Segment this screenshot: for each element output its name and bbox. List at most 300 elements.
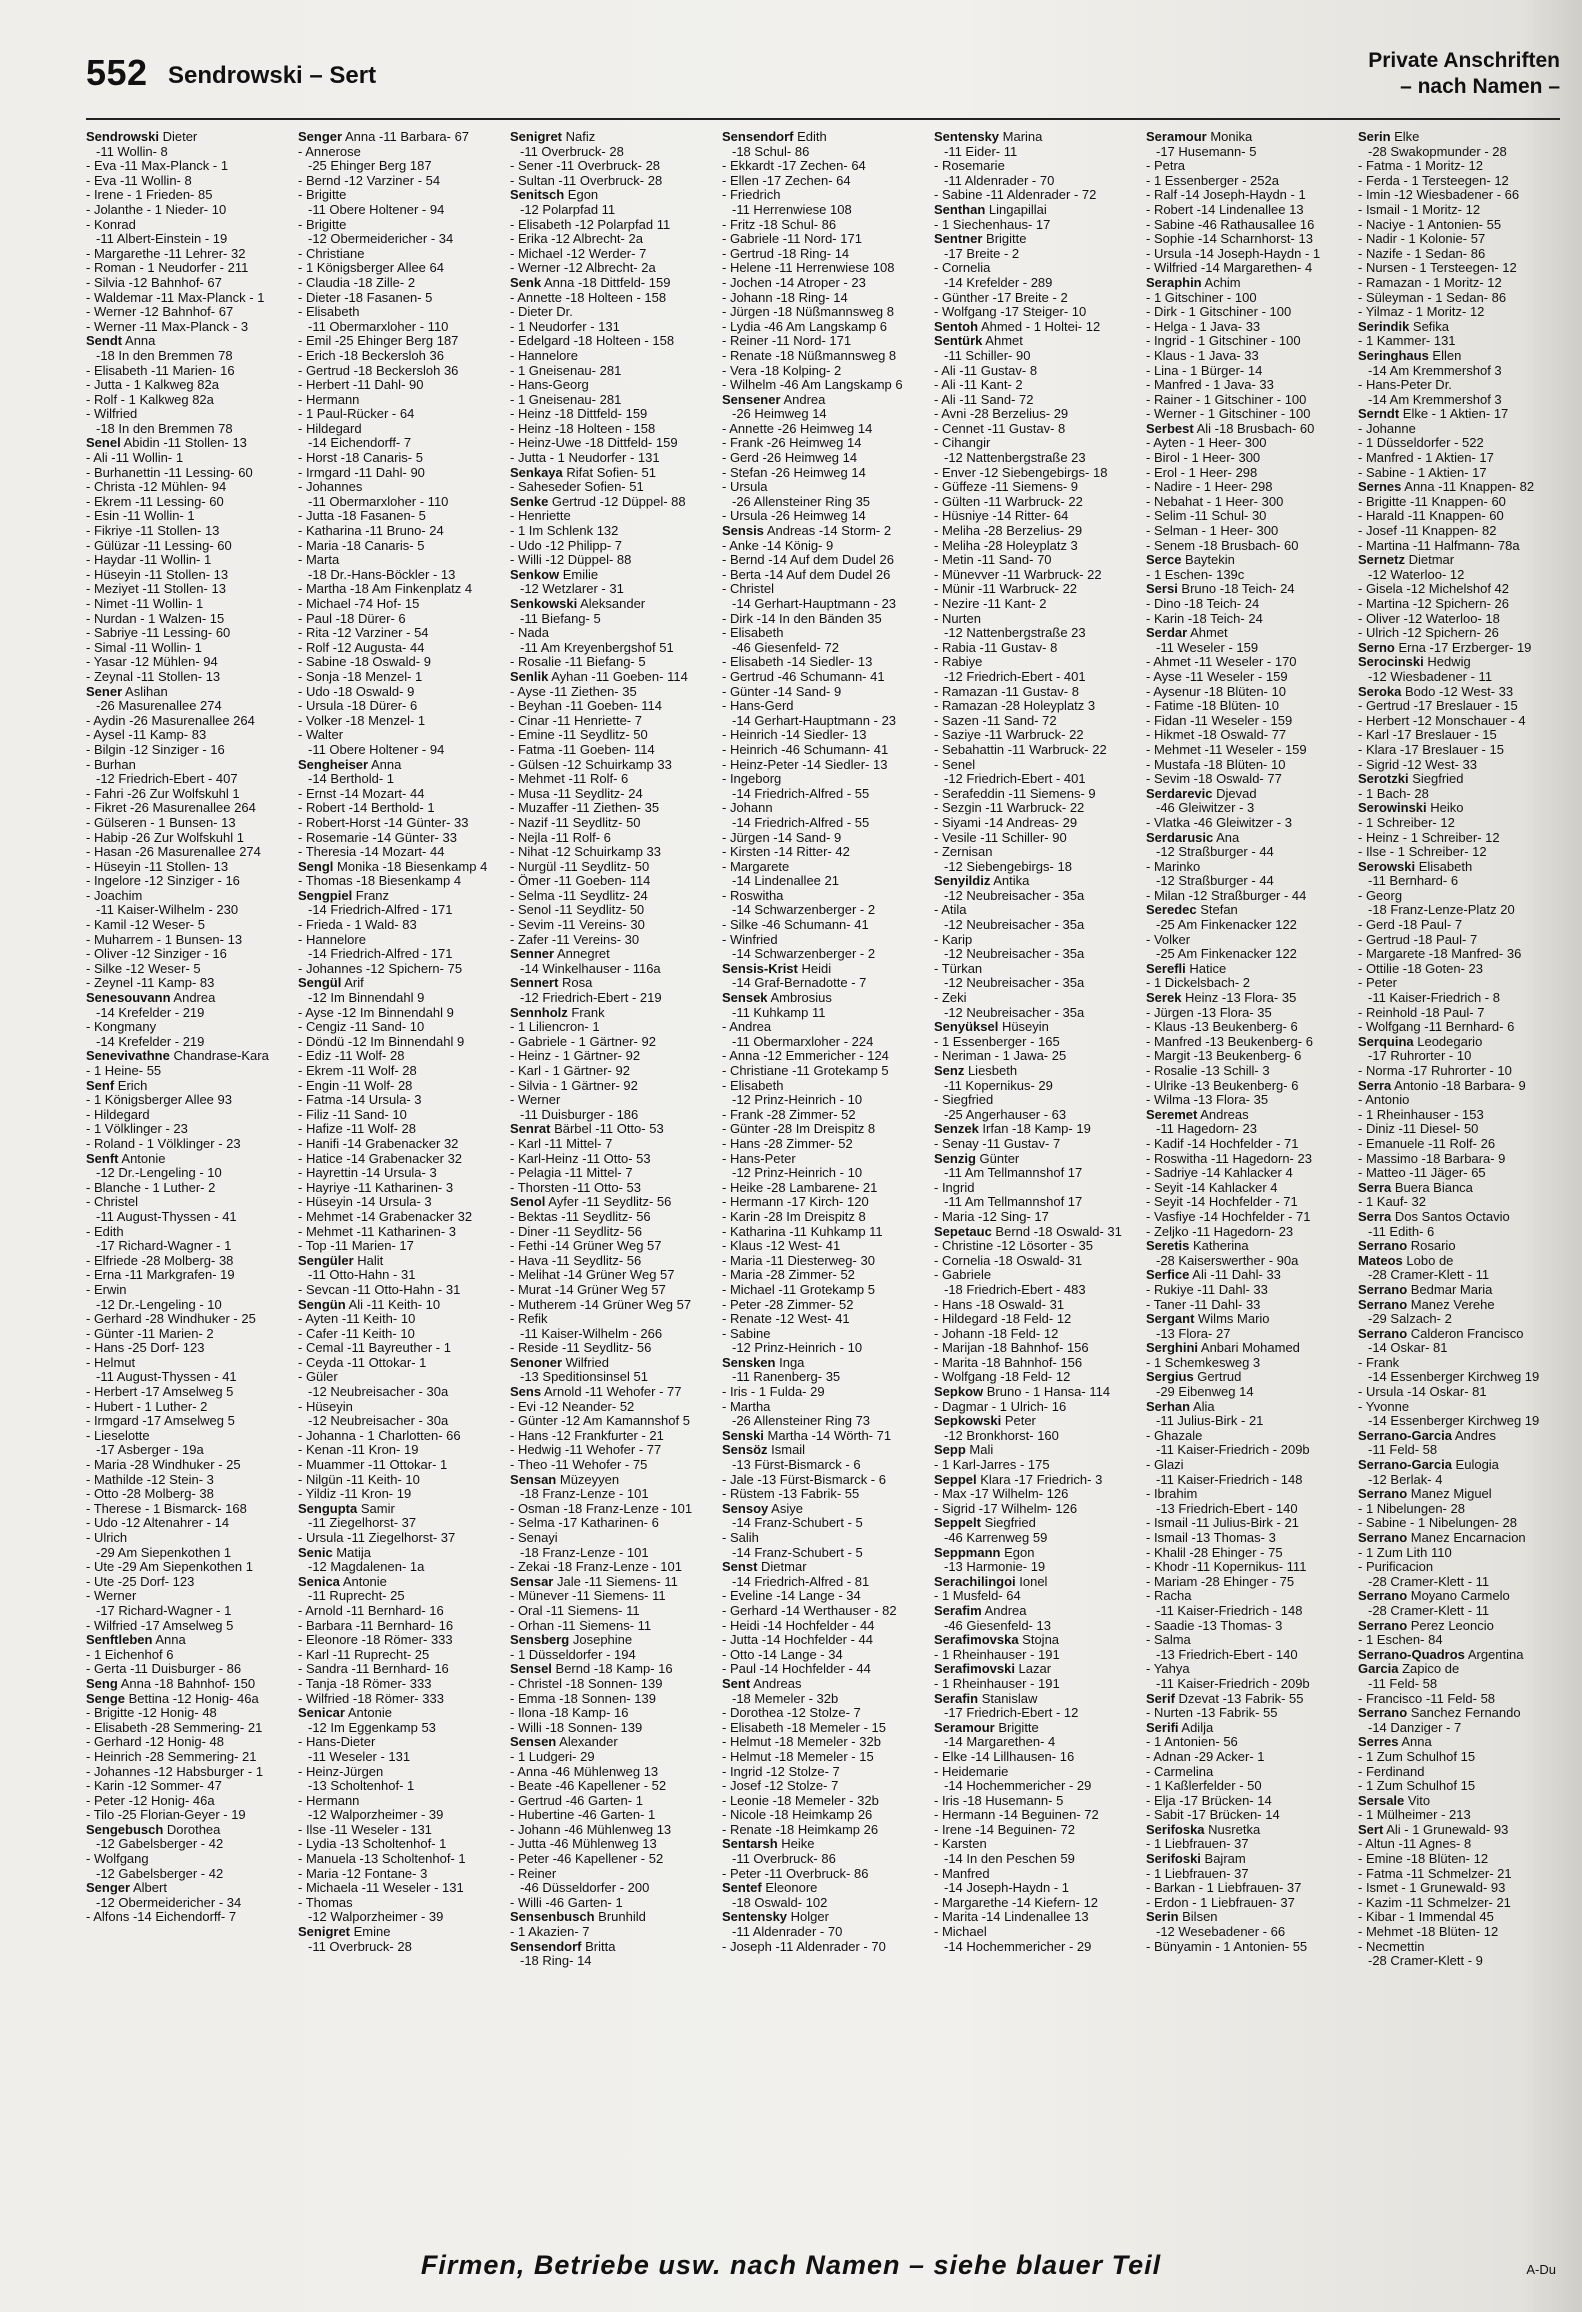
listing-entry: - Maria -28 Windhuker - 25 bbox=[86, 1458, 241, 1473]
listing-entry: Seng Anna -18 Bahnhof- 150 bbox=[86, 1676, 256, 1691]
listing-entry: - Nurdan - 1 Walzen- 15 bbox=[86, 611, 225, 626]
listing-entry: Sensendorf Britta bbox=[510, 1939, 616, 1954]
listing-entry: Sensöz Ismail bbox=[722, 1443, 806, 1458]
listing-entry: Serrano Sanchez Fernando bbox=[1358, 1706, 1521, 1721]
listing-entry: - Konrad bbox=[86, 217, 136, 232]
listing-entry: -14 Lindenallee 21 bbox=[732, 874, 839, 889]
listing-entry: Sensar Jale -11 Siemens- 11 bbox=[510, 1574, 678, 1589]
listing-entry: - Cornelia bbox=[934, 261, 991, 276]
listing-entry: - Margarete -18 Manfred- 36 bbox=[1358, 947, 1522, 962]
listing-entry: - Petra bbox=[1146, 159, 1186, 174]
listing-entry: -12 Nattenbergstraße 23 bbox=[944, 451, 1086, 466]
listing-entry: - Habip -26 Zur Wolfskuhl 1 bbox=[86, 830, 244, 845]
listing-entry: -14 Eichendorff- 7 bbox=[308, 436, 412, 451]
listing-entry: - Michael -12 Werder- 7 bbox=[510, 246, 647, 261]
listing-entry: - Burhan bbox=[86, 757, 136, 772]
listing-entry: -12 Neubreisacher - 35a bbox=[944, 888, 1085, 903]
listing-column bbox=[722, 130, 922, 2170]
listing-entry: -14 Hochemmericher - 29 bbox=[944, 1939, 1092, 1954]
listing-entry: - Henriette bbox=[510, 509, 571, 524]
listing-entry: - Mehmet -11 Weseler - 159 bbox=[1146, 742, 1307, 757]
listing-entry: - Burhanettin -11 Lessing- 60 bbox=[86, 465, 253, 480]
section-title-line1: Private Anschriften bbox=[1368, 49, 1560, 72]
listing-entry: -12 Friedrich-Ebert - 219 bbox=[520, 991, 662, 1006]
listing-entry: - Paul -14 Hochfelder - 44 bbox=[722, 1662, 871, 1677]
listing-entry: Sepkow Bruno - 1 Hansa- 114 bbox=[934, 1385, 1111, 1400]
listing-entry: - Heinrich -14 Siedler- 13 bbox=[722, 728, 867, 743]
listing-entry: Serrano Rosario bbox=[1358, 1239, 1456, 1254]
listing-entry: - Roland - 1 Völklinger - 23 bbox=[86, 1136, 241, 1151]
listing-entry: - Annerose bbox=[298, 144, 361, 159]
listing-entry: - Erdon - 1 Liebfrauen- 37 bbox=[1146, 1895, 1295, 1910]
listing-entry: -17 Friedrich-Ebert - 12 bbox=[944, 1706, 1079, 1721]
listing-entry: - Ayten -11 Keith- 10 bbox=[298, 1312, 416, 1327]
listing-entry: Seringhaus Ellen bbox=[1358, 348, 1462, 363]
listing-entry: - Emma -18 Sonnen- 139 bbox=[510, 1691, 656, 1706]
listing-entry: - Elisabeth bbox=[722, 626, 784, 641]
listing-entry: - Karl -17 Breslauer - 15 bbox=[1358, 728, 1497, 743]
listing-entry: - Michaela -11 Weseler - 131 bbox=[298, 1881, 464, 1896]
listing-entry: -11 Obere Holtener - 94 bbox=[308, 202, 445, 217]
listing-entry: - Mariam -28 Ehinger - 75 bbox=[1146, 1574, 1295, 1589]
listing-entry: Serghini Anbari Mohamed bbox=[1146, 1341, 1300, 1356]
listing-entry: -14 Krefelder - 219 bbox=[96, 1034, 205, 1049]
listing-entry: - Gülüzar -11 Lessing- 60 bbox=[86, 538, 232, 553]
listing-entry: - Beate -46 Kapellener - 52 bbox=[510, 1779, 667, 1794]
listing-entry: - Hüseyin bbox=[298, 1399, 353, 1414]
listing-entry: - Annette -26 Heimweg 14 bbox=[722, 421, 873, 436]
listing-entry: - Ayten - 1 Heer- 300 bbox=[1146, 436, 1267, 451]
listing-entry: - Ismail -13 Thomas- 3 bbox=[1146, 1531, 1276, 1545]
listing-entry: -12 Wiesbadener - 11 bbox=[1368, 669, 1493, 684]
listing-entry: - Günter -28 Im Dreispitz 8 bbox=[722, 1122, 876, 1137]
listing-entry: Serif Dzevat -13 Fabrik- 55 bbox=[1146, 1691, 1304, 1706]
listing-entry: Serrano Moyano Carmelo bbox=[1358, 1589, 1510, 1604]
listing-entry: - Nihat -12 Schuirkamp 33 bbox=[510, 845, 662, 860]
listing-entry: -11 Kaiser-Friedrich - 148 bbox=[1156, 1472, 1303, 1487]
listing-entry: - Fidan -11 Weseler - 159 bbox=[1146, 713, 1293, 728]
listing-entry: -14 Winkelhauser - 116a bbox=[520, 961, 661, 976]
listing-entry: - Ute -25 Dorf- 123 bbox=[86, 1574, 195, 1589]
listing-entry: - Mustafa -18 Blüten- 10 bbox=[1146, 757, 1286, 772]
listing-entry: - 1 Gitschiner - 100 bbox=[1146, 290, 1257, 305]
listing-entry: -17 Asberger - 19a bbox=[96, 1443, 204, 1458]
listing-entry: - Ali -11 Gustav- 8 bbox=[934, 363, 1038, 378]
listing-entry: - Katharina -11 Bruno- 24 bbox=[298, 524, 444, 539]
listing-entry: - Elisabeth -12 Polarpfad 11 bbox=[510, 217, 671, 232]
listing-entry: - Wilfried bbox=[86, 407, 138, 422]
listing-entry: - Gertrud -18 Beckersloh 36 bbox=[298, 363, 459, 378]
listing-entry: -11 Edith- 6 bbox=[1368, 1224, 1435, 1239]
listing-entry: - 1 Schemkesweg 3 bbox=[1146, 1355, 1261, 1370]
listing-entry: -11 Feld- 58 bbox=[1368, 1443, 1438, 1458]
listing-entry: Senevivathne Chandrase-Kara bbox=[86, 1049, 269, 1064]
listing-entry: - Dirk -14 In den Bänden 35 bbox=[722, 611, 882, 626]
listing-entry: - Kamil -12 Weser- 5 bbox=[86, 918, 205, 933]
listing-entry: - Erich -18 Beckersloh 36 bbox=[298, 348, 444, 363]
listing-entry: - Ursula bbox=[722, 480, 768, 495]
listing-entry: Sengebusch Dorothea bbox=[86, 1822, 221, 1837]
listing-entry: - Hermann -14 Beguinen- 72 bbox=[934, 1808, 1099, 1823]
listing-entry: - Meziyet -11 Stollen- 13 bbox=[86, 582, 226, 597]
listing-entry: Sentensky Holger bbox=[722, 1910, 829, 1925]
listing-entry: Senoner Wilfried bbox=[510, 1355, 609, 1370]
listing-entry: - Johanne bbox=[1358, 421, 1416, 436]
listing-entry: - Ali -11 Kant- 2 bbox=[934, 378, 1023, 393]
listing-entry: - Güler bbox=[298, 1370, 338, 1385]
listing-entry: Senicar Antonie bbox=[298, 1706, 392, 1721]
listing-entry: -46 Gleiwitzer - 3 bbox=[1156, 801, 1255, 816]
listing-entry: - Karin -18 Teich- 24 bbox=[1146, 611, 1263, 626]
listing-entry: - Taner -11 Dahl- 33 bbox=[1146, 1297, 1261, 1312]
listing-entry: - 1 Zum Schulhof 15 bbox=[1358, 1749, 1476, 1764]
listing-entry: -14 Krefelder - 219 bbox=[96, 1005, 205, 1020]
listing-entry: - Fikret -26 Masurenallee 264 bbox=[86, 801, 256, 816]
listing-entry: - Ramazan - 1 Moritz- 12 bbox=[1358, 275, 1502, 290]
listing-entry: - Maria -12 Sing- 17 bbox=[934, 1209, 1049, 1224]
listing-entry: - Werner -12 Bahnhof- 67 bbox=[86, 305, 234, 320]
listing-entry: - 1 Neudorfer - 131 bbox=[510, 319, 620, 334]
listing-entry: - Margit -13 Beukenberg- 6 bbox=[1146, 1049, 1302, 1064]
listing-entry: - Joachim bbox=[86, 888, 143, 903]
listing-entry: -14 Franz-Schubert - 5 bbox=[732, 1516, 863, 1531]
listing-entry: - Muharrem - 1 Bunsen- 13 bbox=[86, 932, 243, 947]
listing-entry: - Georg bbox=[1358, 888, 1403, 903]
listing-entry: -14 Friedrich-Alfred - 171 bbox=[308, 947, 453, 962]
listing-entry: - Waldemar -11 Max-Planck - 1 bbox=[86, 290, 265, 305]
listing-entry: -12 Waterloo- 12 bbox=[1368, 567, 1465, 582]
listing-entry: - Ellen -17 Zechen- 64 bbox=[722, 173, 851, 188]
listing-entry: - Walter bbox=[298, 728, 344, 743]
listing-entry: - Aysenur -18 Blüten- 10 bbox=[1146, 684, 1286, 699]
listing-entry: - Annette -18 Holteen - 158 bbox=[510, 290, 667, 305]
listing-entry: - Senol -11 Seydlitz- 50 bbox=[510, 903, 645, 918]
listing-entry: - Milan -12 Straßburger - 44 bbox=[1146, 888, 1307, 903]
listing-entry: - Robert -14 Lindenallee 13 bbox=[1146, 202, 1304, 217]
listing-entry: - Helga - 1 Java- 33 bbox=[1146, 319, 1261, 334]
listing-entry: Sergius Gertrud bbox=[1146, 1370, 1242, 1385]
listing-entry: -11 Kopernikus- 29 bbox=[944, 1078, 1053, 1093]
listing-entry: - Sener -11 Overbruck- 28 bbox=[510, 159, 661, 174]
listing-entry: -17 Richard-Wagner - 1 bbox=[96, 1239, 232, 1254]
listing-entry: - Karsten bbox=[934, 1837, 987, 1852]
listing-entry: -28 Cramer-Klett - 9 bbox=[1368, 1954, 1483, 1969]
listing-entry: - Türkan bbox=[934, 961, 983, 976]
listing-entry: - Siegfried bbox=[934, 1093, 994, 1108]
listing-entry: - Emanuele -11 Rolf- 26 bbox=[1358, 1136, 1496, 1151]
listing-entry: - Dino -18 Teich- 24 bbox=[1146, 597, 1260, 611]
listing-entry: - Cengiz -11 Sand- 10 bbox=[298, 1020, 425, 1035]
listing-entry: - Peter -46 Kapellener - 52 bbox=[510, 1852, 664, 1867]
listing-entry: -12 Obermeidericher - 34 bbox=[96, 1895, 242, 1910]
listing-entry: -11 Obermarxloher - 110 bbox=[308, 494, 449, 509]
listing-entry: -12 Gabelsberger - 42 bbox=[96, 1866, 224, 1881]
listing-entry: - Evi -12 Neander- 52 bbox=[510, 1399, 635, 1414]
listing-entry: Serefli Hatice bbox=[1146, 961, 1227, 976]
listing-entry: Sengül Arif bbox=[298, 976, 364, 991]
listing-entry: -12 Prinz-Heinrich - 10 bbox=[732, 1341, 863, 1356]
listing-entry: Serrano-Garcia Eulogia bbox=[1358, 1458, 1499, 1473]
listing-entry: -14 Friedrich-Alfred - 81 bbox=[732, 1574, 870, 1589]
listing-entry: Serdarevic Djevad bbox=[1146, 786, 1257, 801]
listing-entry: -14 Hochemmericher - 29 bbox=[944, 1779, 1092, 1794]
listing-entry: -18 Memeler - 32b bbox=[732, 1691, 839, 1706]
listing-entry: - Michael -74 Hof- 15 bbox=[298, 597, 420, 611]
listing-entry: - Gerd -18 Paul- 7 bbox=[1358, 918, 1463, 933]
listing-entry: - Ahmet -11 Weseler - 170 bbox=[1146, 655, 1297, 670]
listing-entry: -11 Am Kreyenbergshof 51 bbox=[520, 640, 674, 655]
listing-entry: - Gerhard -28 Windhuker - 25 bbox=[86, 1312, 256, 1327]
listing-entry: - Manfred - 1 Aktien- 17 bbox=[1358, 451, 1494, 466]
listing-entry: - Eleonore -18 Römer- 333 bbox=[298, 1633, 453, 1648]
listing-entry: - Heinrich -46 Schumann- 41 bbox=[722, 742, 889, 757]
listing-entry: - Hildegard -18 Feld- 12 bbox=[934, 1312, 1072, 1327]
listing-entry: - Johannes -12 Habsburger - 1 bbox=[86, 1764, 264, 1779]
listing-entry: - Irene - 1 Frieden- 85 bbox=[86, 188, 213, 203]
listing-entry: - 1 Dickelsbach- 2 bbox=[1146, 976, 1251, 991]
listing-entry: Serachilingoi Ionel bbox=[934, 1574, 1048, 1589]
listing-entry: - Roman - 1 Neudorfer - 211 bbox=[86, 261, 249, 276]
listing-entry: - Renate -12 West- 41 bbox=[722, 1312, 850, 1327]
listing-entry: - 1 Kaßlerfelder - 50 bbox=[1146, 1779, 1262, 1794]
listing-entry: -28 Kaiserswerther - 90a bbox=[1156, 1253, 1299, 1268]
listing-entry: -12 Nattenbergstraße 23 bbox=[944, 626, 1086, 641]
listing-entry: - Manfred bbox=[934, 1866, 990, 1881]
listing-entry: Sentarsh Heike bbox=[722, 1837, 815, 1852]
listing-entry: - Margarethe -14 Kiefern- 12 bbox=[934, 1895, 1099, 1910]
listing-entry: - Heinrich -28 Semmering- 21 bbox=[86, 1749, 257, 1764]
listing-entry: -13 Flora- 27 bbox=[1156, 1326, 1231, 1341]
listing-entry: - Vlatka -46 Gleiwitzer - 3 bbox=[1146, 815, 1292, 830]
listing-entry: Sepkowski Peter bbox=[934, 1414, 1036, 1429]
listing-entry: - Anna -12 Emmericher - 124 bbox=[722, 1049, 889, 1064]
listing-entry: Serrano-Garcia Andres bbox=[1358, 1428, 1497, 1443]
listing-entry: - Ursula -11 Ziegelhorst- 37 bbox=[298, 1531, 456, 1545]
listing-entry: - Rabia -11 Gustav- 8 bbox=[934, 640, 1058, 655]
listing-entry: -46 Karrenweg 59 bbox=[944, 1531, 1048, 1545]
listing-entry: - Wilhelm -46 Am Langskamp 6 bbox=[722, 378, 903, 393]
listing-entry: - Ferda - 1 Tersteegen- 12 bbox=[1358, 173, 1509, 188]
listing-entry: Senigret Nafiz bbox=[510, 130, 596, 144]
listing-entry: -14 Friedrich-Alfred - 55 bbox=[732, 815, 870, 830]
listing-entry: -28 Swakopmunder - 28 bbox=[1368, 144, 1507, 159]
listing-entry: - Fahri -26 Zur Wolfskuhl 1 bbox=[86, 786, 240, 801]
listing-entry: - Yahya bbox=[1146, 1662, 1190, 1677]
listing-entry: Serce Baytekin bbox=[1146, 553, 1235, 568]
listing-entry: - Elisabeth -11 Marien- 16 bbox=[86, 363, 235, 378]
listing-entry: - 1 Kauf- 32 bbox=[1358, 1195, 1426, 1210]
listing-entry: - Lydia -46 Am Langskamp 6 bbox=[722, 319, 887, 334]
listing-entry: - Gerd -26 Heimweg 14 bbox=[722, 451, 858, 466]
listing-entry: - 1 Siechenhaus- 17 bbox=[934, 217, 1051, 232]
listing-entry: - Elisabeth -28 Semmering- 21 bbox=[86, 1720, 263, 1735]
listing-entry: - Herbert -17 Amselweg 5 bbox=[86, 1385, 234, 1400]
listing-entry: - Wilfried -18 Römer- 333 bbox=[298, 1691, 444, 1706]
listing-entry: - Hubert - 1 Luther- 2 bbox=[86, 1399, 208, 1414]
listing-entry: - Esin -11 Wollin- 1 bbox=[86, 509, 195, 524]
listing-entry: - Johann bbox=[722, 801, 773, 816]
listing-entry: - Klaus -13 Beukenberg- 6 bbox=[1146, 1020, 1298, 1035]
listing-entry: - Zeljko -11 Hagedorn- 23 bbox=[1146, 1224, 1294, 1239]
listing-entry: -18 Franz-Lenze - 101 bbox=[520, 1545, 649, 1560]
listing-entry: - Klaus -12 West- 41 bbox=[722, 1239, 841, 1254]
listing-entry: - Heidemarie bbox=[934, 1764, 1009, 1779]
listing-entry: - Johann -18 Ring- 14 bbox=[722, 290, 848, 305]
listing-entry: - 1 Düsseldorfer - 522 bbox=[1358, 436, 1484, 451]
listing-entry: - Werner bbox=[510, 1093, 561, 1108]
listing-entry: - Irene -14 Beguinen- 72 bbox=[934, 1822, 1075, 1837]
listing-entry: - Enver -12 Siebengebirgs- 18 bbox=[934, 465, 1108, 480]
listing-entry: Senitsch Egon bbox=[510, 188, 599, 203]
listing-entry: -46 Giesenfeld- 72 bbox=[732, 640, 839, 655]
listing-entry: -14 Graf-Bernadotte - 7 bbox=[732, 976, 867, 991]
listing-entry: - Fatma -11 Schmelzer- 21 bbox=[1358, 1866, 1512, 1881]
listing-entry: -12 Wesebadener - 66 bbox=[1156, 1925, 1286, 1940]
listing-entry: - Racha bbox=[1146, 1589, 1192, 1604]
listing-entry: - 1 Zum Lith 110 bbox=[1358, 1545, 1452, 1560]
page-header bbox=[0, 0, 1582, 120]
listing-entry: - Maria -18 Canaris- 5 bbox=[298, 538, 425, 553]
listing-entry: - Zafer -11 Vereins- 30 bbox=[510, 932, 640, 947]
listing-entry: - Fatime -18 Blüten- 10 bbox=[1146, 699, 1279, 714]
listing-entry: - Rabiye bbox=[934, 655, 983, 670]
listing-entry: Sener Aslihan bbox=[86, 684, 168, 699]
listing-entry: - Fatma -11 Goeben- 114 bbox=[510, 742, 655, 757]
listing-entry: - Martha -18 Am Finkenplatz 4 bbox=[298, 582, 473, 597]
listing-entry: - Christel bbox=[86, 1195, 139, 1210]
listing-column bbox=[934, 130, 1134, 2170]
listing-entry: - Yildiz -11 Kron- 19 bbox=[298, 1487, 412, 1502]
listing-entry: - 1 Zum Schulhof 15 bbox=[1358, 1779, 1476, 1794]
listing-entry: -12 Berlak- 4 bbox=[1368, 1472, 1443, 1487]
listing-entry: - Hikmet -18 Oswald- 77 bbox=[1146, 728, 1287, 743]
listing-entry: - Jutta -14 Hochfelder - 44 bbox=[722, 1633, 874, 1648]
listing-entry: - Nada bbox=[510, 626, 550, 641]
listing-entry: - Ulrich -12 Spichern- 26 bbox=[1358, 626, 1499, 641]
listing-entry: - Reiner -11 Nord- 171 bbox=[722, 334, 852, 349]
listing-entry: Serifoska Nusretka bbox=[1146, 1822, 1261, 1837]
listing-entry: - Hans -28 Zimmer- 52 bbox=[722, 1136, 853, 1151]
listing-entry: - Thomas bbox=[298, 1895, 353, 1910]
listing-entry: - Martha bbox=[722, 1399, 771, 1414]
listing-entry: - Ingrid bbox=[934, 1180, 975, 1195]
listing-entry: -11 Ziegelhorst- 37 bbox=[308, 1516, 417, 1531]
listing-entry: - Erol - 1 Heer- 298 bbox=[1146, 465, 1258, 480]
listing-entry: - Sabine -46 Rathausallee 16 bbox=[1146, 217, 1315, 232]
listing-column bbox=[86, 130, 286, 2170]
listing-entry: - Sezgin -11 Warbruck- 22 bbox=[934, 801, 1085, 816]
listing-entry: -26 Allensteiner Ring 35 bbox=[732, 494, 871, 509]
listing-entry: -11 Am Tellmannshof 17 bbox=[944, 1166, 1083, 1181]
listing-entry: Sent Andreas bbox=[722, 1676, 802, 1691]
listing-entry: Senf Erich bbox=[86, 1078, 148, 1093]
listing-entry: -14 Margarethen- 4 bbox=[944, 1735, 1056, 1750]
listing-entry: - Purificacion bbox=[1358, 1560, 1434, 1575]
listing-entry: - Heinz - 1 Gärtner- 92 bbox=[510, 1049, 641, 1064]
listing-entry: - Avni -28 Berzelius- 29 bbox=[934, 407, 1069, 422]
listing-entry: - Jutta - 1 Neudorfer - 131 bbox=[510, 451, 660, 466]
listing-entry: Senyildiz Antika bbox=[934, 874, 1030, 889]
listing-entry: - Christa -12 Mühlen- 94 bbox=[86, 480, 227, 495]
listing-entry: - Dieter Dr. bbox=[510, 305, 573, 320]
listing-entry: -12 Walporzheimer - 39 bbox=[308, 1808, 444, 1823]
listing-entry: - Sigrid -17 Wilhelm- 126 bbox=[934, 1501, 1078, 1516]
listing-entry: - 1 Musfeld- 64 bbox=[934, 1589, 1021, 1604]
listing-entry: - Reside -11 Seydlitz- 56 bbox=[510, 1341, 652, 1356]
listing-entry: Serra Dos Santos Octavio bbox=[1358, 1209, 1510, 1224]
listing-entry: - Josef -11 Knappen- 82 bbox=[1358, 524, 1497, 539]
listing-entry: - Sazen -11 Sand- 72 bbox=[934, 713, 1057, 728]
listing-entry: -12 Neubreisacher - 30a bbox=[308, 1414, 449, 1429]
listing-entry: - Salih bbox=[722, 1531, 759, 1545]
listing-entry: Senzek Irfan -18 Kamp- 19 bbox=[934, 1122, 1091, 1137]
listing-entry: - Gerhard -14 Werthauser - 82 bbox=[722, 1603, 897, 1618]
listing-entry: -11 Kaiser-Friedrich - 209b bbox=[1156, 1443, 1310, 1458]
listing-entry: - Willi -12 Düppel- 88 bbox=[510, 553, 632, 568]
listing-entry: - Norma -17 Ruhrorter - 10 bbox=[1358, 1064, 1512, 1078]
listing-entry: - Vasfiye -14 Hochfelder - 71 bbox=[1146, 1209, 1311, 1224]
listing-entry: - Heike -28 Lambarene- 21 bbox=[722, 1180, 878, 1195]
listing-entry: Serrano Bedmar Maria bbox=[1358, 1282, 1493, 1297]
listing-entry: - Irmgard -17 Amselweg 5 bbox=[86, 1414, 235, 1429]
listing-entry: -25 Ehinger Berg 187 bbox=[308, 159, 432, 174]
listing-entry: - Peter -28 Zimmer- 52 bbox=[722, 1297, 854, 1312]
listing-entry: - Selim -11 Schul- 30 bbox=[1146, 509, 1267, 524]
listing-entry: - Melihat -14 Grüner Weg 57 bbox=[510, 1268, 675, 1283]
listing-entry: - Heinz - 1 Schreiber- 12 bbox=[1358, 830, 1500, 845]
listing-entry: - Paul -18 Dürer- 6 bbox=[298, 611, 406, 626]
listing-column bbox=[298, 130, 498, 2170]
listing-entry: Sensener Andrea bbox=[722, 392, 826, 407]
listing-entry: - Sandra -11 Bernhard- 16 bbox=[298, 1662, 449, 1677]
listing-entry: -13 Fürst-Bismarck - 6 bbox=[732, 1458, 861, 1473]
listing-entry: - Ghazale bbox=[1146, 1428, 1203, 1443]
listing-entry: -11 Schiller- 90 bbox=[944, 348, 1031, 363]
listing-entry: Serquina Leodegario bbox=[1358, 1034, 1483, 1049]
listing-entry: - Werner -12 Albrecht- 2a bbox=[510, 261, 656, 276]
listing-entry: -17 Richard-Wagner - 1 bbox=[96, 1603, 232, 1618]
listing-entry: - Max -17 Wilhelm- 126 bbox=[934, 1487, 1069, 1502]
listing-entry: Sennholz Frank bbox=[510, 1005, 605, 1020]
listing-entry: - Musa -11 Seydlitz- 24 bbox=[510, 786, 643, 801]
listing-entry: - Hans-Peter bbox=[722, 1151, 796, 1166]
listing-entry: - Wilfried -14 Margarethen- 4 bbox=[1146, 261, 1313, 276]
listing-entry: - Matteo -11 Jäger- 65 bbox=[1358, 1166, 1486, 1181]
listing-entry: - Hannelore bbox=[298, 932, 366, 947]
listing-entry: - Iris - 1 Fulda- 29 bbox=[722, 1385, 825, 1400]
listing-entry: - Ute -29 Am Siepenkothen 1 bbox=[86, 1560, 253, 1575]
listing-entry: -12 Prinz-Heinrich - 10 bbox=[732, 1166, 863, 1181]
listing-entry: Serrano-Quadros Argentina bbox=[1358, 1647, 1524, 1662]
listing-entry: - Birol - 1 Heer- 300 bbox=[1146, 451, 1261, 466]
listing-entry: - Karl -11 Mittel- 7 bbox=[510, 1136, 613, 1151]
listing-entry: - Emine -18 Blüten- 12 bbox=[1358, 1852, 1489, 1867]
listing-entry: - Elisabeth bbox=[298, 305, 360, 320]
listing-entry: - Pelagia -11 Mittel- 7 bbox=[510, 1166, 633, 1181]
listing-entry: - 1 Schreiber- 12 bbox=[1358, 815, 1455, 830]
listing-entry: Seraphin Achim bbox=[1146, 275, 1241, 290]
listing-entry: - Irmgard -11 Dahl- 90 bbox=[298, 465, 425, 480]
listing-entry: - Johanna - 1 Charlotten- 66 bbox=[298, 1428, 461, 1443]
listing-entry: - Hermann -17 Kirch- 120 bbox=[722, 1195, 869, 1210]
listing-entry: - Zekai -18 Franz-Lenze - 101 bbox=[510, 1560, 682, 1575]
listing-entry: - Münever -11 Siemens- 11 bbox=[510, 1589, 666, 1604]
listing-entry: Sensenbusch Brunhild bbox=[510, 1910, 646, 1925]
listing-entry: - Selman - 1 Heer- 300 bbox=[1146, 524, 1279, 539]
listing-entry: - Nezire -11 Kant- 2 bbox=[934, 597, 1047, 611]
listing-entry: - Gülsen -12 Schuirkamp 33 bbox=[510, 757, 672, 772]
listing-entry: - Gerta -11 Duisburger - 86 bbox=[86, 1662, 242, 1677]
